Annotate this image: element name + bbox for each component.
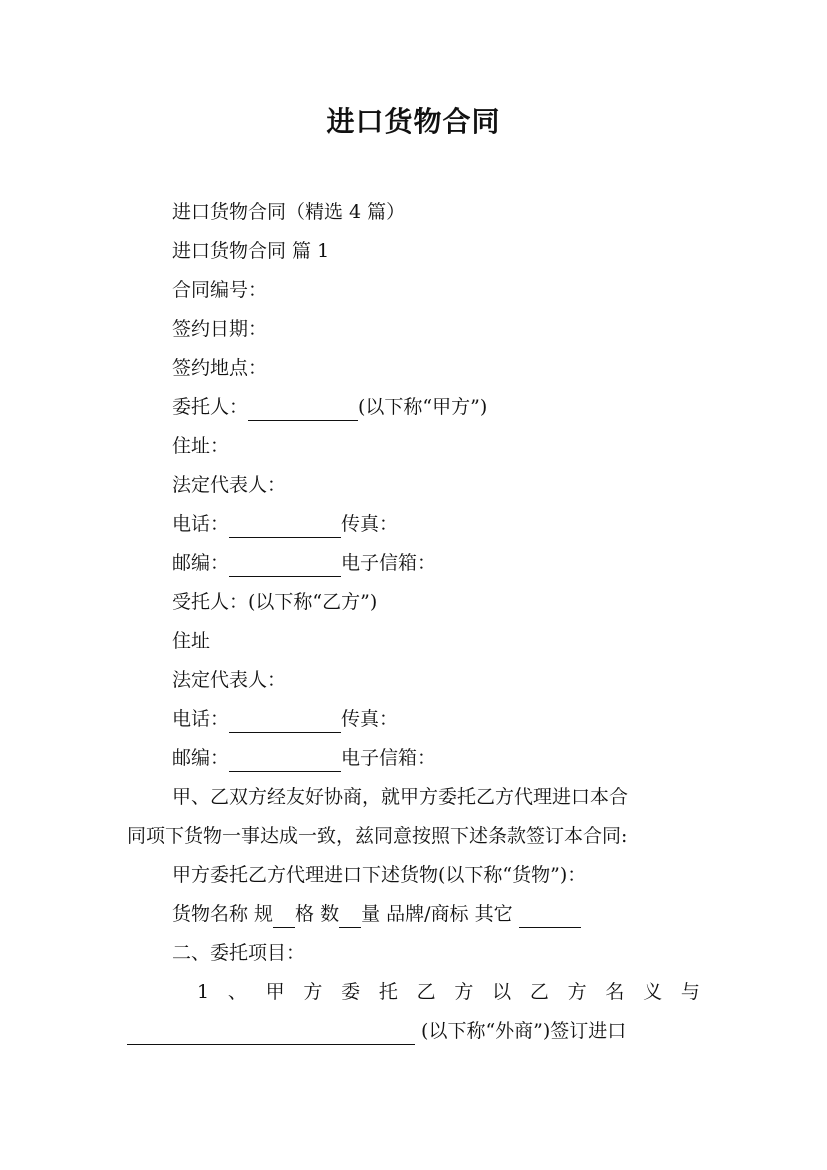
postcode-label-b: 邮编：	[172, 747, 230, 769]
goods-fields-line	[127, 895, 700, 934]
signing-place-label: 签约地点：	[172, 357, 268, 379]
goods-field-a: 货物名称 规	[172, 903, 274, 925]
spec-blank	[273, 902, 295, 928]
phone-fax-line-a	[127, 505, 700, 544]
address-label-a: 住址：	[172, 435, 230, 457]
quantity-blank	[339, 902, 361, 928]
agreement-line-1: 甲、乙双方经友好协商，就甲方委托乙方代理进口本合	[172, 786, 629, 808]
clause-char: 甲	[265, 981, 285, 1003]
agreement-line-2: 同项下货物一事达成一致，兹同意按照下述条款签订本合同:	[127, 825, 628, 847]
agreement-paragraph	[127, 778, 700, 856]
clause-char: 托	[378, 981, 398, 1003]
clause-char: 方	[303, 981, 323, 1003]
clause-char: 1	[197, 981, 210, 1003]
phone-blank-b	[229, 707, 341, 733]
address-label-b: 住址	[172, 630, 211, 652]
clause-char: 委	[341, 981, 361, 1003]
section-two-heading: 二、委托项目：	[172, 942, 306, 964]
email-label-a: 电子信箱：	[341, 552, 437, 574]
subtitle-line: 进口货物合同（精选 4 篇）	[172, 201, 406, 223]
document-title: 进口货物合同	[326, 105, 501, 138]
clause-one-continuation	[127, 1012, 700, 1051]
foreign-party-suffix: (以下称“外商”)签订进口	[421, 1020, 627, 1042]
clause-char: 义	[643, 981, 663, 1003]
postcode-email-line-b	[127, 739, 700, 778]
clause-char: 名	[605, 981, 625, 1003]
legal-rep-label-b: 法定代表人：	[172, 669, 287, 691]
goods-field-b: 格 数	[295, 903, 340, 925]
fax-label-b: 传真：	[341, 708, 399, 730]
phone-fax-line-b	[127, 700, 700, 739]
contract-number-label: 合同编号：	[172, 279, 268, 301]
foreign-party-blank	[127, 1019, 415, 1045]
legal-rep-label-a: 法定代表人：	[172, 474, 287, 496]
postcode-email-line-a	[127, 544, 700, 583]
other-blank	[519, 902, 581, 928]
clause-char: 、	[227, 981, 247, 1003]
goods-field-c: 量 品牌/商标 其它	[361, 903, 513, 925]
postcode-blank-b	[229, 746, 341, 772]
clause-char: 以	[492, 981, 512, 1003]
postcode-blank-a	[229, 551, 341, 577]
clause-char: 乙	[529, 981, 549, 1003]
clause-char: 乙	[416, 981, 436, 1003]
principal-blank	[248, 395, 358, 421]
principal-suffix: (以下称“甲方”)	[358, 396, 488, 418]
clause-char: 方	[567, 981, 587, 1003]
clause-char: 与	[680, 981, 700, 1003]
clause-one-line	[127, 973, 700, 1012]
agent-line: 受托人：(以下称“乙方”)	[172, 591, 378, 613]
postcode-label-a: 邮编：	[172, 552, 230, 574]
email-label-b: 电子信箱：	[341, 747, 437, 769]
phone-label-a: 电话：	[172, 513, 230, 535]
clause-char: 方	[454, 981, 474, 1003]
phone-blank-a	[229, 512, 341, 538]
section-heading: 进口货物合同 篇 1	[172, 240, 330, 262]
phone-label-b: 电话：	[172, 708, 230, 730]
signing-date-label: 签约日期：	[172, 318, 268, 340]
principal-label: 委托人：	[172, 396, 249, 418]
principal-line	[127, 388, 700, 427]
goods-intro-line: 甲方委托乙方代理进口下述货物(以下称“货物”)：	[172, 864, 587, 886]
fax-label-a: 传真：	[341, 513, 399, 535]
document-body	[127, 193, 700, 1051]
